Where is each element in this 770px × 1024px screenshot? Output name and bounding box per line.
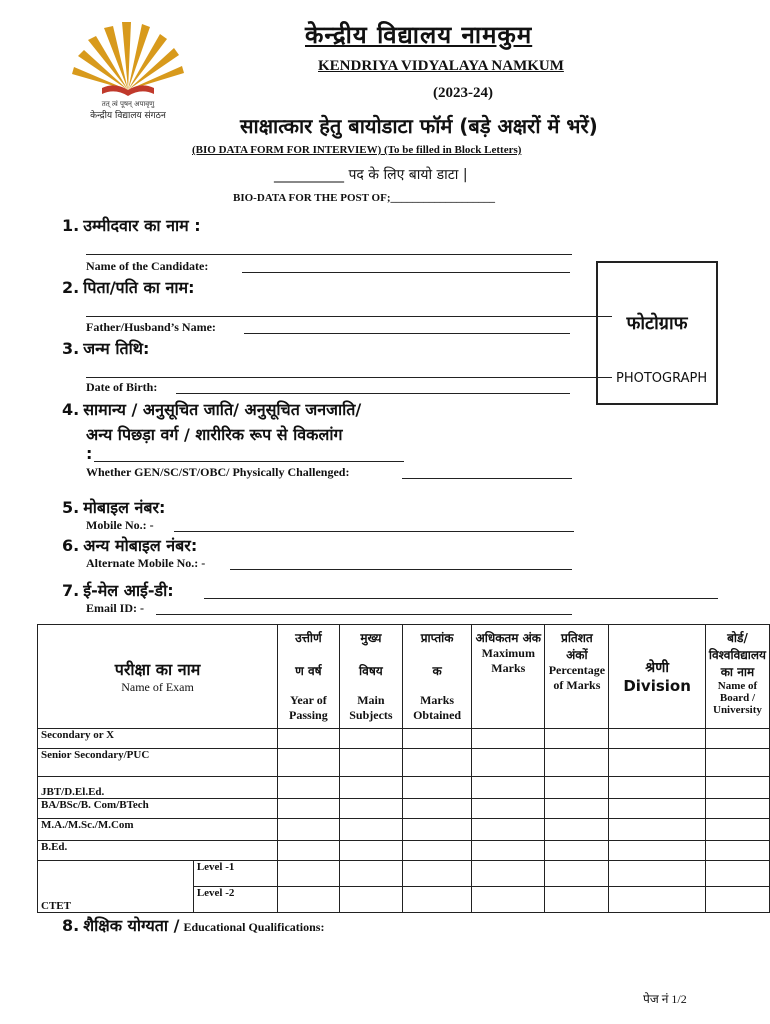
cell[interactable] [705, 749, 769, 777]
page-number: पेज नं 1/2 [643, 992, 687, 1006]
table-row [38, 799, 770, 819]
section-8-heading [62, 914, 324, 936]
mobile-input-line[interactable] [174, 531, 574, 532]
ctet-label: CTET [38, 861, 194, 913]
father-input-line[interactable] [244, 333, 570, 334]
header-pct-hindi: प्रतिशत अंकों [561, 631, 593, 662]
category-input-line[interactable] [402, 478, 572, 479]
cell[interactable] [609, 819, 706, 841]
header-max-hindi: अधिकतम अंक [475, 631, 542, 645]
field-email [62, 579, 174, 601]
header-obt-hindi2: क [432, 664, 442, 678]
field-label-en: Email ID: - [86, 601, 144, 615]
cell[interactable] [403, 749, 472, 777]
cell[interactable] [278, 887, 340, 913]
cell[interactable] [609, 887, 706, 913]
header-subj-hindi: मुख्य [360, 631, 382, 645]
hindi-subtitle: साक्षात्कार हेतु बायोडाटा फॉर्म (बड़े अक्षरों में भरें) [240, 114, 598, 138]
cell[interactable] [403, 841, 472, 861]
header-year [278, 625, 340, 729]
cell[interactable] [545, 729, 609, 749]
cell[interactable] [545, 887, 609, 913]
header-board [705, 625, 769, 729]
field-label-en: Whether GEN/SC/ST/OBC/ Physically Challenged: [86, 465, 350, 479]
field-number: 1. [62, 216, 80, 235]
header-obt-en: Marks Obtained [413, 693, 462, 722]
cell[interactable] [545, 799, 609, 819]
education-table [37, 624, 770, 913]
field-label-hindi: जन्म तिथि: [83, 339, 150, 358]
cell[interactable] [278, 861, 340, 887]
session-year: (2023-24) [433, 85, 493, 101]
field-category [62, 398, 361, 420]
header-max [472, 625, 545, 729]
field-number: 4. [62, 400, 80, 419]
header-div-hindi: श्रेणी [645, 660, 669, 676]
field-number: 6. [62, 536, 80, 555]
header-exam [38, 625, 278, 729]
cell[interactable] [472, 749, 545, 777]
section-label-en: Educational Qualifications: [183, 920, 325, 934]
table-row [38, 841, 770, 861]
field-label-en: Mobile No.: - [86, 518, 154, 532]
cell[interactable] [705, 861, 769, 887]
field-dob [62, 337, 149, 359]
cell[interactable] [609, 749, 706, 777]
cell[interactable] [705, 729, 769, 749]
dob-line[interactable] [86, 377, 612, 378]
row-label: M.A./M.Sc./M.Com [38, 819, 278, 841]
section-label-hindi: शैक्षिक योग्यता / [83, 916, 180, 935]
logo-motto: तत् त्वं पूषन् अपावृणु [101, 100, 155, 108]
field-label-hindi: अन्य मोबाइल नंबर: [83, 536, 198, 555]
school-name: KENDRIYA VIDYALAYA NAMKUM [318, 58, 564, 74]
field-label-hindi-line3: : [86, 444, 93, 463]
cell[interactable] [545, 777, 609, 799]
cell[interactable] [339, 861, 402, 887]
header-year-en: Year of Passing [289, 693, 328, 722]
row-label: JBT/D.El.Ed. [38, 777, 278, 799]
cell[interactable] [705, 887, 769, 913]
table-header-row [38, 625, 770, 729]
cell[interactable] [278, 729, 340, 749]
cell[interactable] [403, 887, 472, 913]
cell[interactable] [545, 861, 609, 887]
cell[interactable] [609, 841, 706, 861]
cell[interactable] [403, 861, 472, 887]
field-father-name [62, 276, 194, 298]
cell[interactable] [278, 777, 340, 799]
email-input-line[interactable] [156, 614, 572, 615]
row-label: B.Ed. [38, 841, 278, 861]
cell[interactable] [278, 841, 340, 861]
cell[interactable] [339, 777, 402, 799]
cell[interactable] [472, 819, 545, 841]
cell[interactable] [278, 819, 340, 841]
logo-org-name: केन्द्रीय विद्यालय संगठन [90, 111, 166, 121]
kvs-logo [58, 18, 198, 128]
row-label: Secondary or X [38, 729, 278, 749]
cell[interactable] [609, 777, 706, 799]
field-number: 7. [62, 581, 80, 600]
table-row [38, 819, 770, 841]
header-exam-hindi: परीक्षा का नाम [114, 660, 201, 679]
level-label: Level -2 [193, 887, 277, 913]
header-obt-hindi: प्राप्तांक [420, 631, 454, 645]
cell[interactable] [339, 887, 402, 913]
field-mobile [62, 496, 165, 518]
dob-input-line[interactable] [176, 393, 570, 394]
row-label: Senior Secondary/PUC [38, 749, 278, 777]
section-number: 8. [62, 916, 80, 935]
field-label-en: Name of the Candidate: [86, 259, 209, 273]
field-number: 2. [62, 278, 80, 297]
header-board-en: Name of Board / University [713, 680, 762, 716]
hindi-title: केन्द्रीय विद्यालय नामकुम [305, 21, 533, 49]
cell[interactable] [472, 841, 545, 861]
father-name-line[interactable] [86, 316, 612, 317]
cell[interactable] [705, 799, 769, 819]
category-line[interactable] [94, 461, 404, 462]
cell[interactable] [403, 729, 472, 749]
header-max-en: Maximum Marks [481, 646, 535, 675]
cell[interactable] [339, 729, 402, 749]
row-label: BA/BSc/B. Com/BTech [38, 799, 278, 819]
cell[interactable] [339, 749, 402, 777]
sunburst-icon [72, 22, 184, 90]
cell[interactable] [609, 729, 706, 749]
header-exam-en: Name of Exam [121, 680, 194, 694]
cell[interactable] [545, 841, 609, 861]
header-year-hindi2: ण वर्ष [295, 664, 322, 678]
cell[interactable] [472, 861, 545, 887]
cell[interactable] [472, 799, 545, 819]
cell[interactable] [278, 749, 340, 777]
header-subjects [339, 625, 402, 729]
cell[interactable] [339, 799, 402, 819]
cell[interactable] [472, 777, 545, 799]
header-pct-en: Percentage of Marks [548, 663, 606, 692]
cell[interactable] [403, 819, 472, 841]
alt-mobile-input-line[interactable] [230, 569, 572, 570]
field-label-hindi: सामान्य / अनुसूचित जाति/ अनुसूचित जनजाति/ [83, 400, 362, 419]
cell[interactable] [339, 819, 402, 841]
cell[interactable] [403, 799, 472, 819]
field-label-hindi: ई-मेल आई-डी: [83, 581, 174, 600]
table-row [38, 777, 770, 799]
field-label-en: Date of Birth: [86, 380, 158, 394]
photo-box[interactable] [596, 261, 718, 405]
field-alt-mobile [62, 534, 197, 556]
field-label-en: Alternate Mobile No.: - [86, 556, 206, 570]
header-percentage [545, 625, 609, 729]
field-number: 5. [62, 498, 80, 517]
header-division [609, 625, 706, 729]
field-label-hindi: उम्मीदवार का नाम : [83, 216, 201, 235]
cell[interactable] [472, 887, 545, 913]
post-english: BIO-DATA FOR THE POST OF;___________________ [233, 192, 495, 204]
table-row [38, 729, 770, 749]
level-label: Level -1 [193, 861, 277, 887]
cell[interactable] [545, 749, 609, 777]
field-label-hindi-line2: अन्य पिछड़ा वर्ग / शारीरिक रूप से विकलांग [86, 425, 343, 444]
field-label-hindi: पिता/पति का नाम: [83, 278, 195, 297]
cell[interactable] [545, 819, 609, 841]
header-subj-en: Main Subjects [349, 693, 393, 722]
bio-data-title: (BIO DATA FORM FOR INTERVIEW) (To be filled in Block Letters) [192, 144, 522, 156]
header-board-hindi: बोर्ड/ विश्वविद्यालय का नाम [708, 631, 767, 679]
cell[interactable] [403, 777, 472, 799]
header-div-en: Division [623, 677, 691, 695]
email-line[interactable] [204, 598, 718, 599]
header-year-hindi: उत्तीर्ण [295, 631, 322, 645]
cell[interactable] [609, 799, 706, 819]
photo-label-en: PHOTOGRAPH [616, 371, 708, 386]
cell[interactable] [609, 861, 706, 887]
field-label-hindi: मोबाइल नंबर: [83, 498, 166, 517]
post-hindi: __________ पद के लिए बायो डाटा | [274, 167, 468, 183]
name-input-line[interactable] [242, 272, 570, 273]
header-subj-hindi2: विषय [359, 664, 383, 678]
photo-label-hindi: फोटोग्राफ [626, 313, 688, 334]
table-row [38, 861, 770, 887]
field-number: 3. [62, 339, 80, 358]
cell[interactable] [278, 799, 340, 819]
table-row [38, 749, 770, 777]
field-label-en: Father/Husband’s Name: [86, 320, 216, 334]
cell[interactable] [472, 729, 545, 749]
header-obtained [403, 625, 472, 729]
field-name [62, 214, 201, 236]
cell[interactable] [705, 819, 769, 841]
cell[interactable] [705, 777, 769, 799]
name-line[interactable] [86, 254, 572, 255]
cell[interactable] [339, 841, 402, 861]
cell[interactable] [705, 841, 769, 861]
